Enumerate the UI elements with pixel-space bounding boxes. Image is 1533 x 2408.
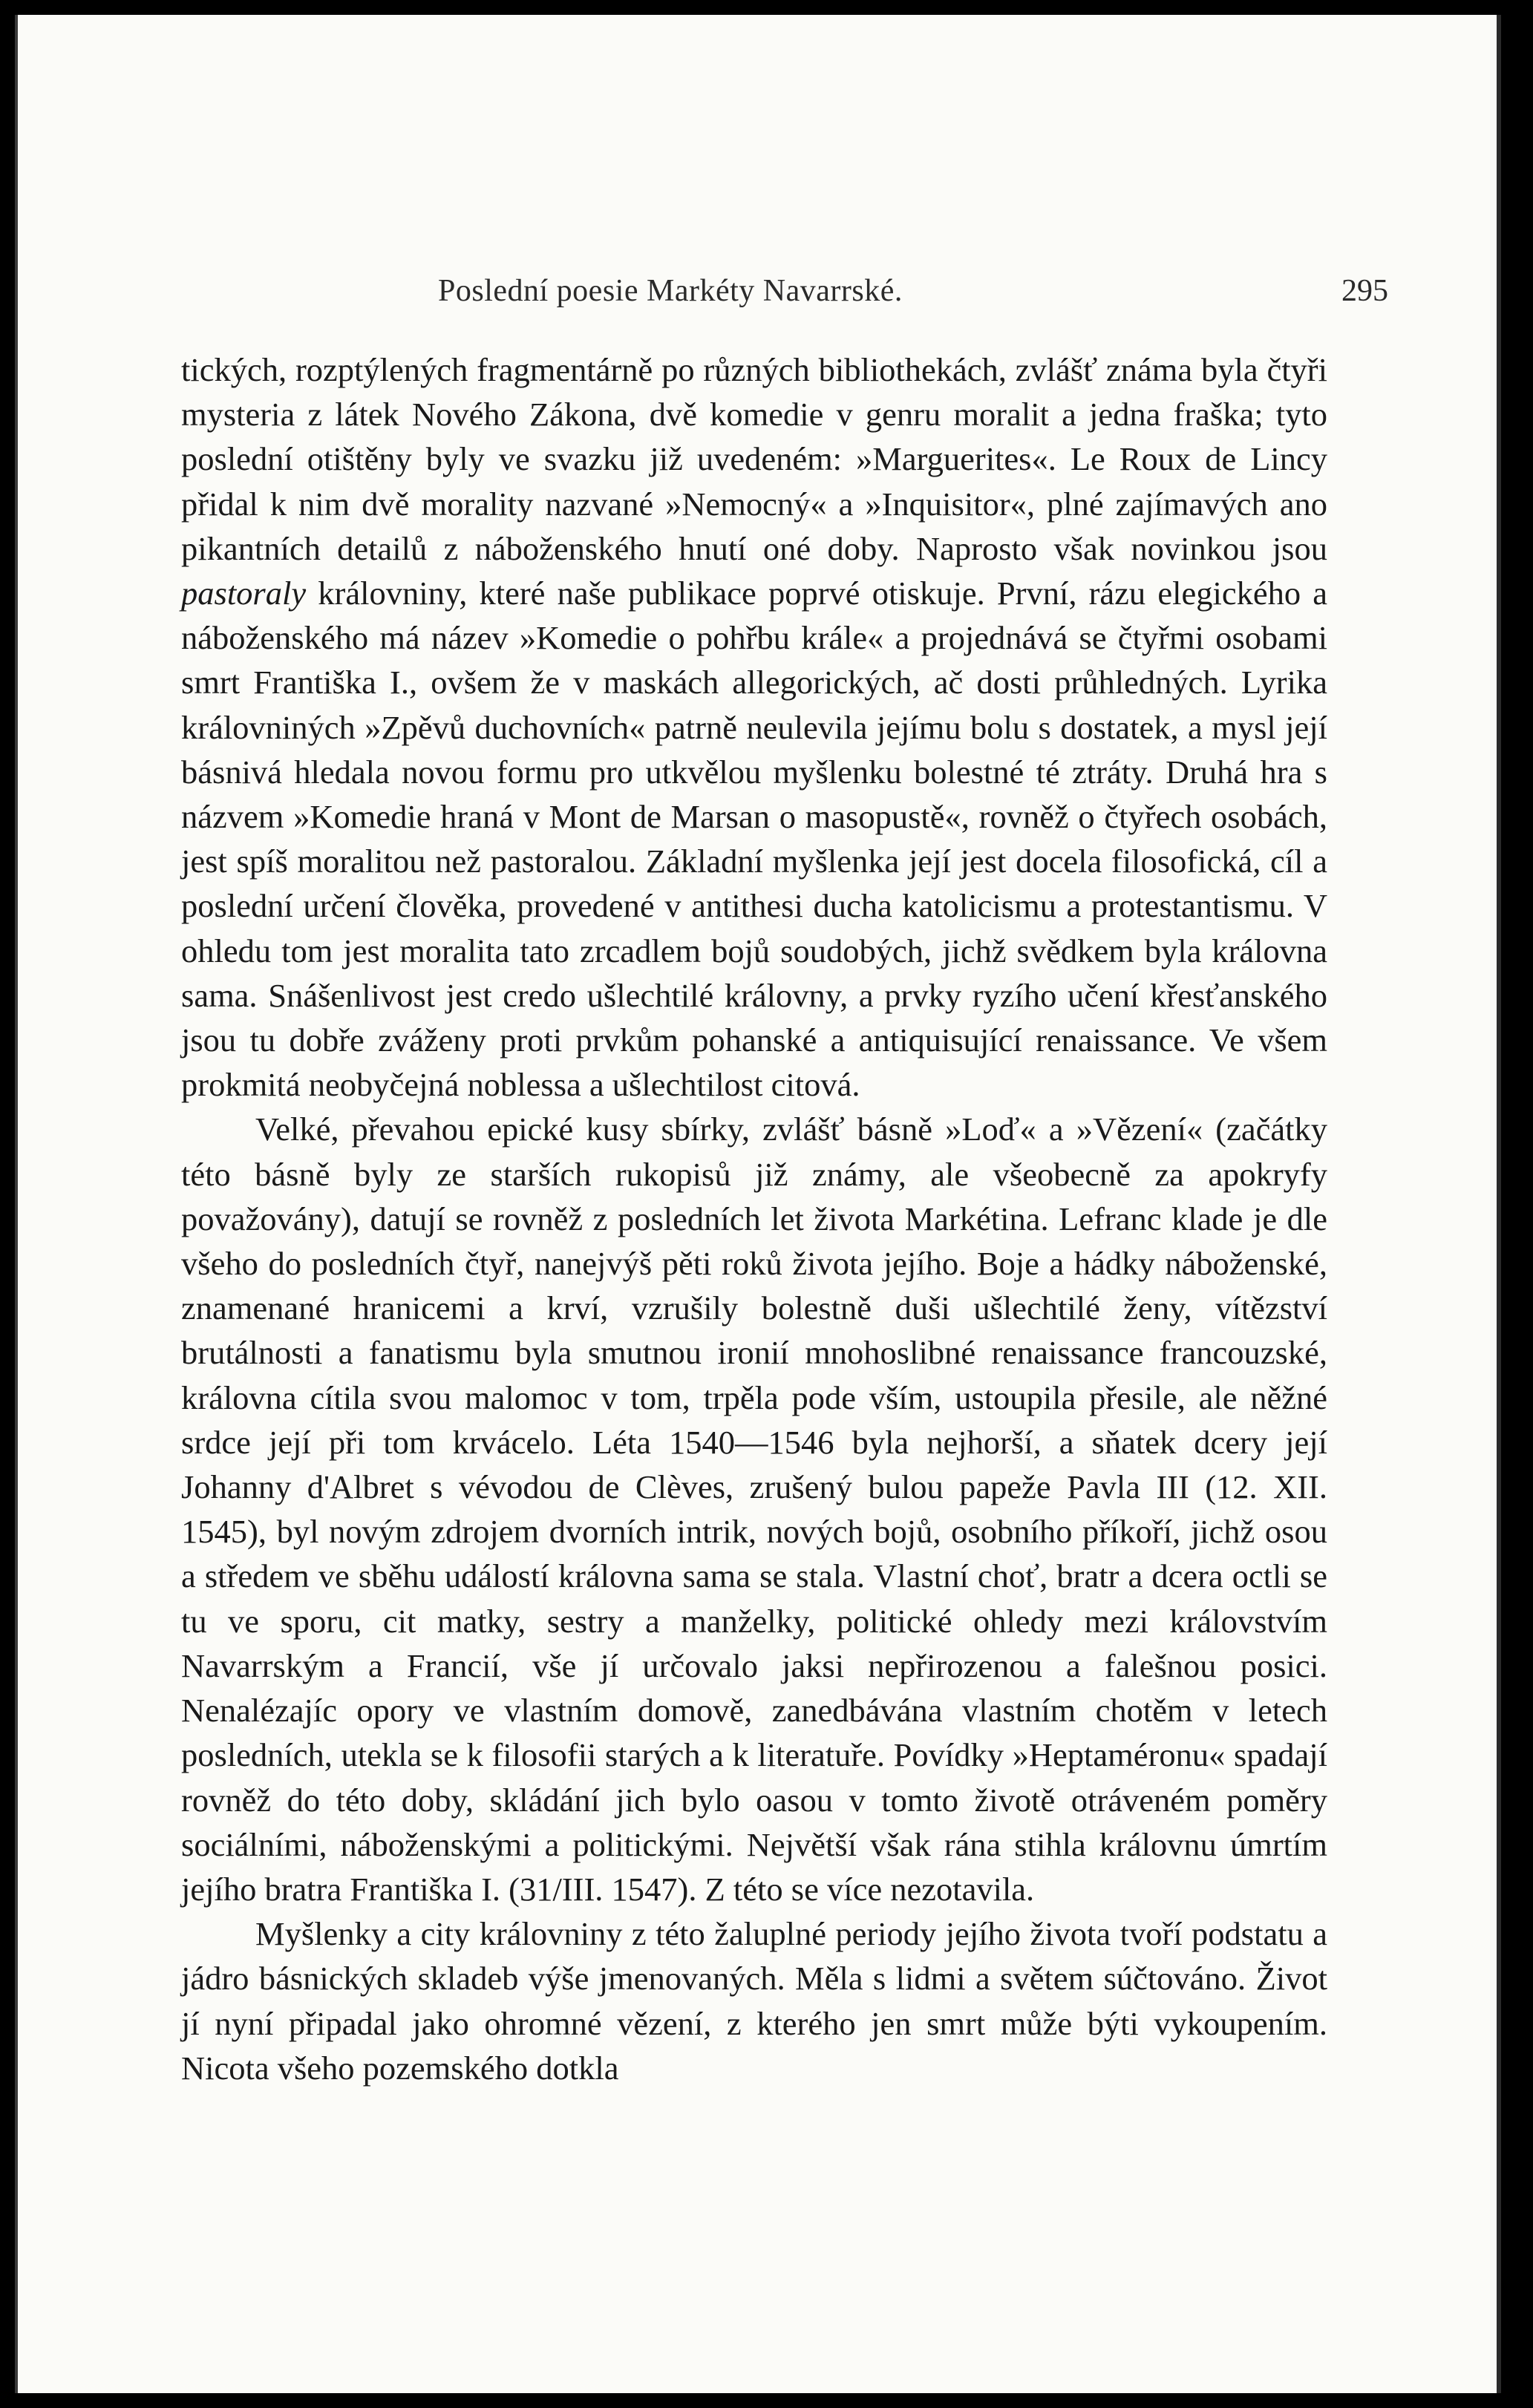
italic-term-pastoraly: pastoraly (181, 575, 307, 612)
page-header (438, 273, 1388, 318)
running-head: Poslední poesie Markéty Navarrské. (438, 274, 903, 308)
page-right-edge (1497, 15, 1501, 2393)
paragraph-1 (181, 347, 1327, 1107)
paragraph-1-text-b: královniny, které naše publikace poprvé otiskuje. První, rázu elegického a náboženského má název »Komedie o pohřbu krále« a projednává se čtyřmi osobami smrt Františka I., ovšem že v maskách allegorických, ač dosti průhledných. Lyrika královniných »Zpěvů duchovních« patrně neulevila jejímu bolu s dostatek, a mysl její básnivá hledala novou formu pro utkvělou myšlenku bolestné té ztráty. Druhá hra s názvem »Komedie hraná v Mont de Marsan o masopustě«, rovněž o čtyřech osobách, jest spíš moralitou než pastoralou. Základní myšlenka její jest docela filosofická, cíl a poslední určení člověka, provedené v antithesi ducha katolicismu a protestantismu. V ohledu tom jest moralita tato zrcadlem bojů soudobých, jichž svědkem byla královna sama. Snášenlivost jest credo ušlechtilé královny, a prvky ryzího učení křesťanského jsou tu dobře zváženy proti prvkům pohanské a antiquisující renaissance. Ve všem prokmitá neobyčejná noblessa a ušlechtilost citová. (181, 575, 1327, 1104)
book-page (15, 15, 1501, 2393)
paragraph-2: Velké, převahou epické kusy sbírky, zvlášť básně »Loď« a »Vězení« (začátky této básně byly ze starších rukopisů již známy, ale všeobecně za apokryfy považovány), datují se rovněž z posledních let života Markétina. Lefranc klade je dle všeho do posledních čtyř, nanejvýš pěti roků života jejího. Boje a hádky náboženské, znamenané hranicemi a krví, vzrušily bolestně duši ušlechtilé ženy, vítězství brutálnosti a fanatismu byla smutnou ironií mnohoslibné renaissance francouzské, královna cítila svou malomoc v tom, trpěla pode vším, ustoupila přesile, ale něžné srdce její při tom krvácelo. Léta 1540—1546 byla nejhorší, a sňatek dcery její Johanny d'Albret s vévodou de Clèves, zrušený bulou papeže Pavla III (12. XII. 1545), byl novým zdrojem dvorních intrik, nových bojů, osobního příkoří, jichž osou a středem ve sběhu událostí královna sama se stala. Vlastní choť, bratr a dcera octli se tu ve sporu, cit matky, sestry a manželky, politické ohledy mezi královstvím Navarrským a Francií, vše jí určovalo jaksi nepřirozenou a falešnou posici. Nenalézajíc opory ve vlastním domově, zanedbávána vlastním chotěm v letech posledních, utekla se k filosofii starých a k literatuře. Povídky »Heptaméronu« spadají rovněž do této doby, skládání jich bylo oasou v tomto životě otráveném poměry sociálními, náboženskými a politickými. Největší však rána stihla královnu úmrtím jejího bratra Františka I. (31/III. 1547). Z této se více nezotavila. (181, 1110, 1327, 1908)
page-left-edge (15, 15, 18, 2393)
page-number: 295 (1341, 274, 1388, 308)
paragraph-3: Myšlenky a city královniny z této žaluplné periody jejího života tvoří podstatu a jádro básnických skladeb výše jmenovaných. Měla s lidmi a světem súčtováno. Život jí nyní připadal jako ohromné vězení, z kterého jen smrt může býti vykoupením. Nicota všeho pozemského dotkla (181, 1915, 1327, 2087)
paragraph-1-text-a: tických, rozptýlených fragmentárně po různých bibliothekách, zvlášť známa byla čtyři mysteria z látek Nového Zákona, dvě komedie v genru moralit a jedna fraška; tyto poslední otištěny byly ve svazku již uvedeném: »Marguerites«. Le Roux de Lincy přidal k nim dvě morality nazvané »Nemocný« a »Inquisitor«, plné zajímavých ano pikantních detailů z náboženského hnutí oné doby. Naprosto však novinkou jsou (181, 351, 1327, 567)
body-text (181, 347, 1327, 2090)
